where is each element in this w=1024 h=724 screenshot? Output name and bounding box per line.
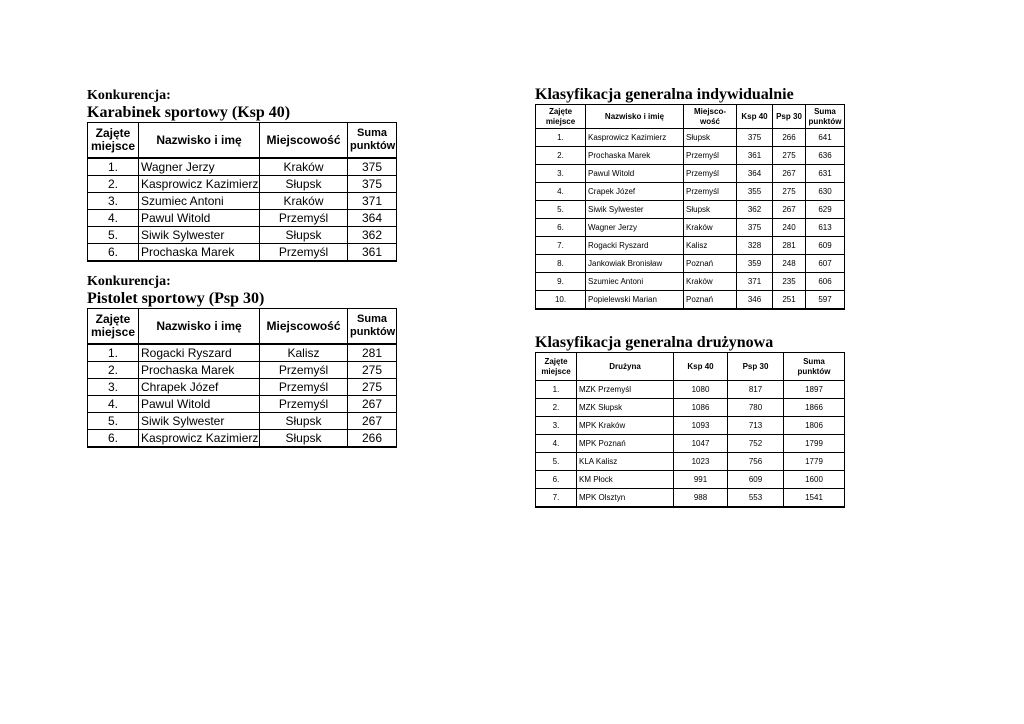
table-cell: 9. [536,273,586,291]
table-cell: Siwik Sylwester [586,201,684,219]
table-cell: Słupsk [260,430,348,448]
table-cell: Kasprowicz Kazimierz [139,430,260,448]
table-cell: 375 [348,176,397,193]
individual-rows [536,129,845,310]
table-cell: 275 [773,183,806,201]
table-row [88,176,397,193]
table-cell: 281 [773,237,806,255]
table-cell: 1866 [784,399,845,417]
table-cell: 991 [674,471,728,489]
table-cell: 631 [806,165,845,183]
table-cell: 4. [536,435,577,453]
header-sum: Suma punktów [348,123,397,159]
table-cell: 6. [536,219,586,237]
individual-table [535,104,845,310]
table-cell: Jankowiak Bronisław [586,255,684,273]
table-cell: 8. [536,255,586,273]
header-team: Drużyna [577,353,674,381]
table-cell: 1. [88,344,139,362]
table-cell: 1080 [674,381,728,399]
table-cell: 1023 [674,453,728,471]
table-row [536,165,845,183]
table-row [536,219,845,237]
table-cell: 267 [348,396,397,413]
table-cell: 606 [806,273,845,291]
table-row [88,227,397,244]
header-sum: Suma punktów [348,309,397,345]
table-cell: 988 [674,489,728,508]
table-row [536,471,845,489]
table-cell: 266 [348,430,397,448]
table-cell: 235 [773,273,806,291]
table-cell: 275 [773,147,806,165]
individual-section [535,86,845,310]
table-cell: Siwik Sylwester [139,227,260,244]
table-cell: 355 [737,183,773,201]
table-cell: Kraków [260,193,348,210]
table-cell: 3. [536,165,586,183]
header-place: Zajęte miejsce [88,123,139,159]
table-cell: 2. [88,362,139,379]
header-sum: Suma punktów [806,105,845,129]
table-cell: Przemyśl [260,210,348,227]
table-cell: 361 [737,147,773,165]
header-city: Miejsco-wość [684,105,737,129]
table-cell: 752 [728,435,784,453]
table-cell: Pawul Witold [586,165,684,183]
table-row [88,244,397,262]
table-cell: Kraków [684,273,737,291]
table-cell: MPK Kraków [577,417,674,435]
table-cell: 1. [536,381,577,399]
table-row [88,362,397,379]
table-cell: 630 [806,183,845,201]
table-cell: KM Płock [577,471,674,489]
header-ksp: Ksp 40 [674,353,728,381]
table-cell: 361 [348,244,397,262]
team-header-row [536,353,845,381]
ksp-rows [88,158,397,261]
header-place: Zajęte miejsce [536,105,586,129]
individual-title: Klasyfikacja generalna indywidualnie [535,86,794,103]
table-cell: 364 [348,210,397,227]
table-row [536,237,845,255]
table-row [88,344,397,362]
table-cell: 597 [806,291,845,310]
table-cell: 780 [728,399,784,417]
table-cell: 1779 [784,453,845,471]
header-psp: Psp 30 [728,353,784,381]
psp-section [87,274,397,448]
table-cell: 553 [728,489,784,508]
table-cell: Słupsk [684,129,737,147]
header-city: Miejscowość [260,309,348,345]
header-name: Nazwisko i imę [139,123,260,159]
team-title: Klasyfikacja generalna drużynowa [535,334,774,351]
table-cell: Poznań [684,255,737,273]
table-cell: Szumiec Antoni [586,273,684,291]
table-cell: Prochaska Marek [139,362,260,379]
header-place: Zajęte miejsce [88,309,139,345]
individual-header-row [536,105,845,129]
table-cell: 6. [536,471,577,489]
table-cell: 281 [348,344,397,362]
table-row [536,255,845,273]
table-cell: 1806 [784,417,845,435]
ksp-label: Konkurencja: [87,88,171,103]
table-row [88,379,397,396]
table-cell: Prochaska Marek [586,147,684,165]
table-cell: 613 [806,219,845,237]
psp-label: Konkurencja: [87,274,171,289]
table-cell: Kasprowicz Kazimierz [139,176,260,193]
table-cell: 636 [806,147,845,165]
table-cell: 375 [348,158,397,176]
table-cell: 4. [536,183,586,201]
table-cell: 1. [536,129,586,147]
table-cell: MPK Olsztyn [577,489,674,508]
table-cell: 364 [737,165,773,183]
table-cell: Pawul Witold [139,396,260,413]
table-cell: 7. [536,489,577,508]
table-cell: 371 [348,193,397,210]
table-cell: 1799 [784,435,845,453]
header-sum: Suma punktów [784,353,845,381]
table-cell: Przemyśl [684,183,737,201]
table-cell: 266 [773,129,806,147]
table-cell: Siwik Sylwester [139,413,260,430]
table-cell: 609 [728,471,784,489]
table-cell: Przemyśl [684,147,737,165]
table-row [536,129,845,147]
table-cell: Przemyśl [684,165,737,183]
table-cell: Rogacki Ryszard [586,237,684,255]
team-section [535,334,845,508]
table-cell: 362 [737,201,773,219]
table-row [536,183,845,201]
header-ksp: Ksp 40 [737,105,773,129]
table-cell: KLA Kalisz [577,453,674,471]
table-cell: Słupsk [684,201,737,219]
table-cell: 629 [806,201,845,219]
psp-rows [88,344,397,447]
table-cell: 275 [348,362,397,379]
table-cell: 240 [773,219,806,237]
table-row [88,413,397,430]
table-cell: 362 [348,227,397,244]
table-cell: 1897 [784,381,845,399]
table-row [536,273,845,291]
ksp-title: Karabinek sportowy (Ksp 40) [87,104,291,121]
table-cell: 275 [348,379,397,396]
table-cell: Wagner Jerzy [586,219,684,237]
table-cell: 328 [737,237,773,255]
table-cell: MZK Przemyśl [577,381,674,399]
table-cell: Przemyśl [260,362,348,379]
table-cell: 609 [806,237,845,255]
table-row [88,193,397,210]
header-name: Nazwisko i imię [586,105,684,129]
ksp-table [87,122,397,262]
table-cell: 5. [536,453,577,471]
table-cell: Kalisz [260,344,348,362]
table-row [88,396,397,413]
table-cell: Kraków [260,158,348,176]
table-cell: Kraków [684,219,737,237]
table-cell: 4. [88,210,139,227]
table-cell: 607 [806,255,845,273]
table-cell: 251 [773,291,806,310]
table-cell: 2. [536,399,577,417]
table-row [536,201,845,219]
table-cell: Przemyśl [260,379,348,396]
table-cell: 756 [728,453,784,471]
psp-header-row [88,309,397,345]
table-row [536,381,845,399]
table-cell: Chrapek Józef [139,379,260,396]
table-cell: Pawul Witold [139,210,260,227]
table-cell: 3. [88,379,139,396]
table-row [536,453,845,471]
table-cell: 6. [88,430,139,448]
table-cell: 641 [806,129,845,147]
header-city: Miejscowość [260,123,348,159]
ksp-header-row [88,123,397,159]
table-row [88,430,397,448]
table-cell: 3. [88,193,139,210]
team-rows [536,381,845,508]
table-cell: Prochaska Marek [139,244,260,262]
table-row [536,399,845,417]
table-cell: 4. [88,396,139,413]
table-cell: 713 [728,417,784,435]
table-cell: 817 [728,381,784,399]
table-cell: MPK Poznań [577,435,674,453]
table-cell: Słupsk [260,227,348,244]
table-cell: Kasprowicz Kazimierz [586,129,684,147]
table-cell: Rogacki Ryszard [139,344,260,362]
table-row [88,210,397,227]
table-cell: 1047 [674,435,728,453]
table-row [536,489,845,508]
table-cell: Popielewski Marian [586,291,684,310]
header-psp: Psp 30 [773,105,806,129]
table-cell: 10. [536,291,586,310]
table-cell: 5. [88,227,139,244]
table-cell: Poznań [684,291,737,310]
table-row [536,417,845,435]
table-cell: Wagner Jerzy [139,158,260,176]
table-cell: 248 [773,255,806,273]
table-cell: 371 [737,273,773,291]
table-cell: 1600 [784,471,845,489]
table-cell: 3. [536,417,577,435]
table-cell: Słupsk [260,413,348,430]
header-place: Zajęte miejsce [536,353,577,381]
table-cell: 267 [773,165,806,183]
table-cell: 5. [88,413,139,430]
table-cell: 5. [536,201,586,219]
psp-title: Pistolet sportowy (Psp 30) [87,290,265,307]
table-cell: 1541 [784,489,845,508]
table-cell: 346 [737,291,773,310]
table-cell: Szumiec Antoni [139,193,260,210]
table-cell: 7. [536,237,586,255]
table-cell: 267 [348,413,397,430]
table-cell: MZK Słupsk [577,399,674,417]
table-cell: 267 [773,201,806,219]
header-name: Nazwisko i imę [139,309,260,345]
table-cell: 2. [536,147,586,165]
team-table [535,352,845,508]
table-cell: 1093 [674,417,728,435]
psp-table [87,308,397,448]
ksp-section [87,88,397,262]
table-row [536,435,845,453]
table-cell: Kalisz [684,237,737,255]
table-row [536,291,845,310]
table-cell: 1086 [674,399,728,417]
table-cell: 375 [737,129,773,147]
table-row [88,158,397,176]
table-cell: 1. [88,158,139,176]
table-cell: 359 [737,255,773,273]
table-cell: 2. [88,176,139,193]
table-cell: Przemyśl [260,244,348,262]
table-cell: Crapek Józef [586,183,684,201]
table-row [536,147,845,165]
table-cell: 375 [737,219,773,237]
table-cell: 6. [88,244,139,262]
table-cell: Słupsk [260,176,348,193]
table-cell: Przemyśl [260,396,348,413]
